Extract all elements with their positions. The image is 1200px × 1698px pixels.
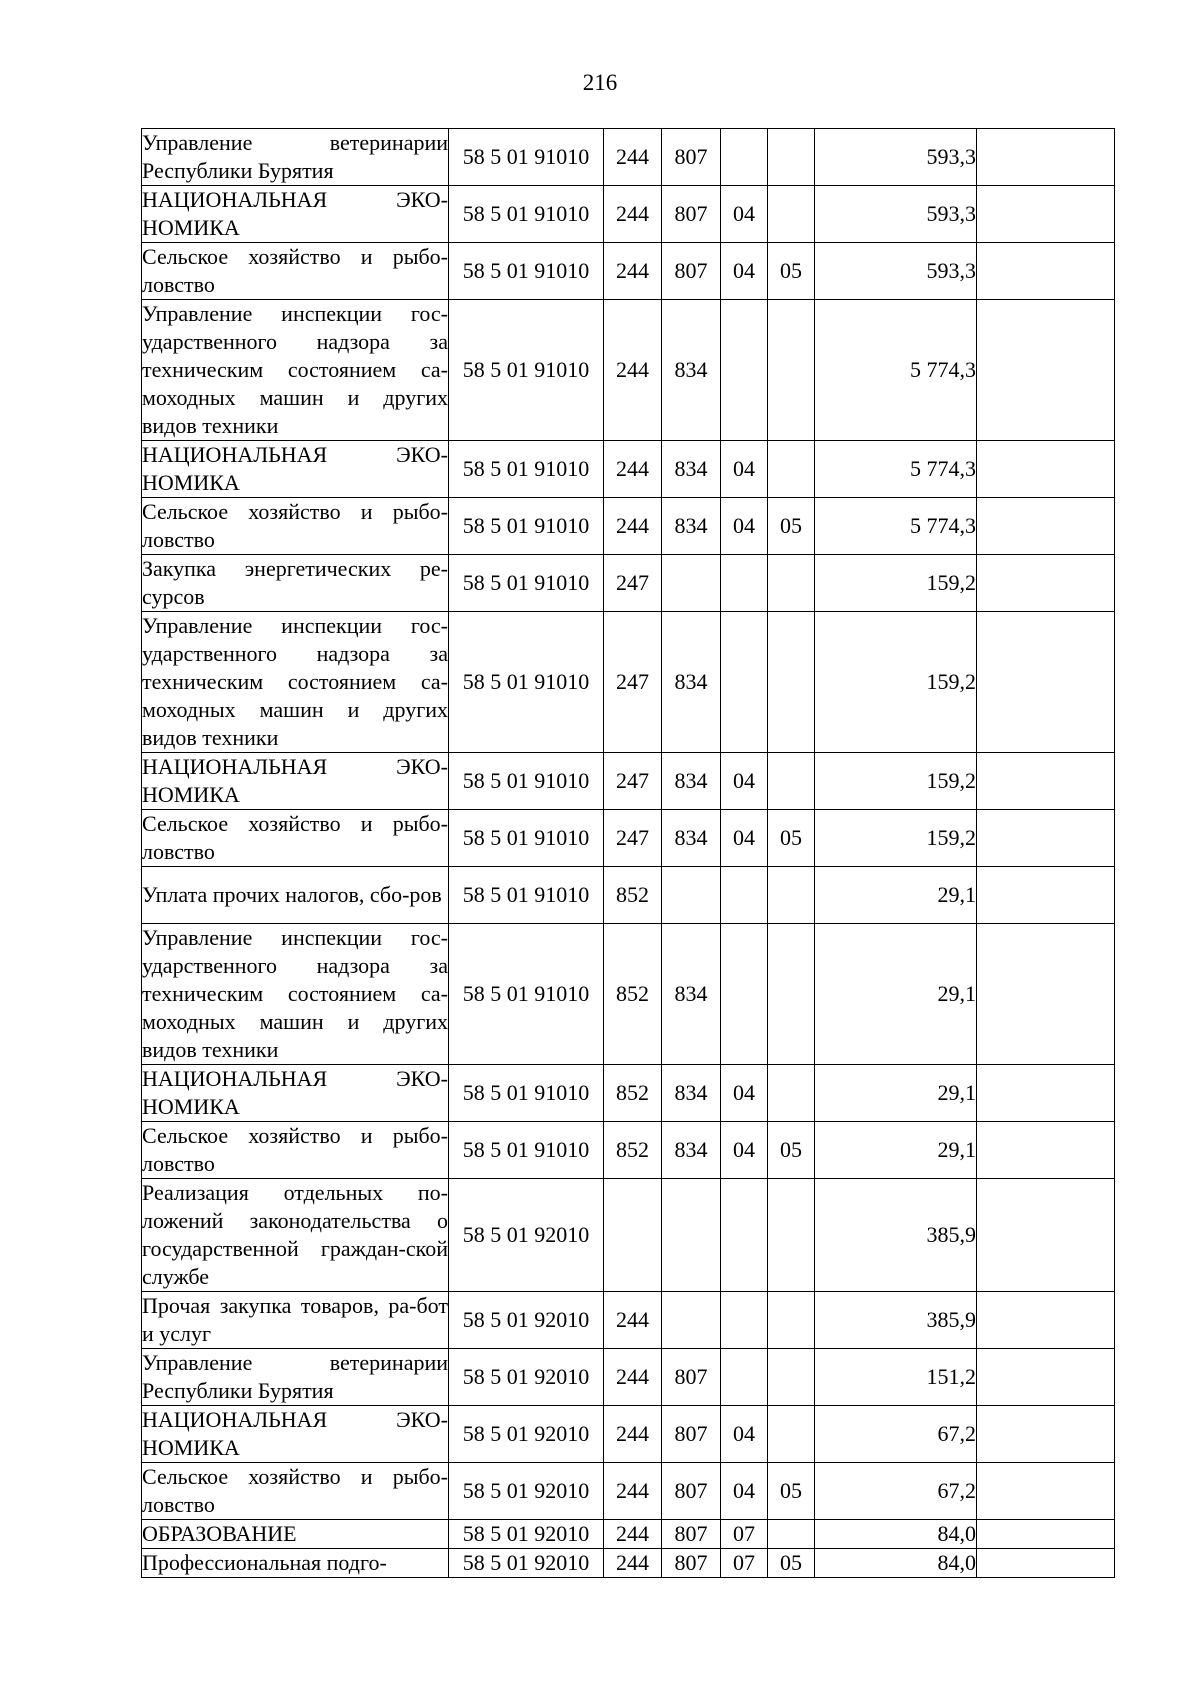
row-expense-type: 244	[604, 1463, 662, 1520]
row-empty-cell	[977, 300, 1115, 441]
row-name	[142, 129, 449, 186]
row-section	[721, 129, 768, 186]
row-section: 04	[721, 498, 768, 555]
row-name-text: Сельское хозяйство и рыбо-ловство	[142, 1123, 448, 1176]
table-row	[142, 441, 1115, 498]
row-administrator: 807	[662, 1520, 721, 1549]
table-row	[142, 810, 1115, 867]
row-amount: 84,0	[815, 1520, 977, 1549]
row-section: 04	[721, 243, 768, 300]
row-target-article: 58 5 01 91010	[449, 612, 604, 753]
row-name	[142, 810, 449, 867]
row-empty-cell	[977, 1122, 1115, 1179]
row-expense-type: 244	[604, 129, 662, 186]
row-name-text: Управление инспекции гос-ударственного надзора за техническим состоянием са-моходных машин и других видов техники	[142, 613, 448, 750]
row-subsection	[768, 186, 815, 243]
row-expense-type: 247	[604, 753, 662, 810]
row-name-text: Сельское хозяйство и рыбо-ловство	[142, 1464, 448, 1517]
row-administrator: 834	[662, 1122, 721, 1179]
row-expense-type: 244	[604, 1549, 662, 1578]
row-administrator: 807	[662, 1549, 721, 1578]
row-expense-type: 244	[604, 1520, 662, 1549]
row-name-text: НАЦИОНАЛЬНАЯ ЭКО-НОМИКА	[142, 1066, 448, 1119]
row-target-article: 58 5 01 92010	[449, 1179, 604, 1292]
row-empty-cell	[977, 612, 1115, 753]
row-subsection: 05	[768, 1549, 815, 1578]
row-subsection	[768, 1520, 815, 1549]
row-name-text: ОБРАЗОВАНИЕ	[142, 1521, 297, 1546]
row-name	[142, 1065, 449, 1122]
table-row	[142, 555, 1115, 612]
row-expense-type: 852	[604, 1065, 662, 1122]
row-name	[142, 1520, 449, 1549]
row-expense-type: 244	[604, 1292, 662, 1349]
table-row	[142, 1520, 1115, 1549]
row-subsection: 05	[768, 1122, 815, 1179]
row-target-article: 58 5 01 92010	[449, 1463, 604, 1520]
row-expense-type	[604, 1179, 662, 1292]
row-amount: 159,2	[815, 612, 977, 753]
row-section	[721, 555, 768, 612]
row-amount: 593,3	[815, 186, 977, 243]
table-row	[142, 1406, 1115, 1463]
row-name	[142, 1292, 449, 1349]
row-empty-cell	[977, 810, 1115, 867]
row-amount: 29,1	[815, 924, 977, 1065]
row-administrator	[662, 1179, 721, 1292]
row-name-text: НАЦИОНАЛЬНАЯ ЭКО-НОМИКА	[142, 1407, 448, 1460]
row-expense-type: 852	[604, 924, 662, 1065]
row-section: 04	[721, 1406, 768, 1463]
row-amount: 67,2	[815, 1463, 977, 1520]
row-section	[721, 1179, 768, 1292]
row-expense-type: 244	[604, 186, 662, 243]
row-subsection	[768, 441, 815, 498]
row-section	[721, 300, 768, 441]
row-empty-cell	[977, 129, 1115, 186]
row-subsection: 05	[768, 243, 815, 300]
row-subsection	[768, 555, 815, 612]
row-target-article: 58 5 01 92010	[449, 1349, 604, 1406]
budget-table	[141, 128, 1115, 1578]
row-expense-type: 244	[604, 1406, 662, 1463]
row-name	[142, 243, 449, 300]
row-target-article: 58 5 01 92010	[449, 1549, 604, 1578]
row-target-article: 58 5 01 91010	[449, 555, 604, 612]
table-row	[142, 1292, 1115, 1349]
table-row	[142, 1549, 1115, 1578]
row-expense-type: 852	[604, 1122, 662, 1179]
page-number: 216	[582, 70, 618, 95]
row-name	[142, 1549, 449, 1578]
row-target-article: 58 5 01 91010	[449, 867, 604, 924]
row-expense-type: 244	[604, 300, 662, 441]
row-empty-cell	[977, 867, 1115, 924]
row-empty-cell	[977, 1349, 1115, 1406]
row-amount: 84,0	[815, 1549, 977, 1578]
row-name-text: Уплата прочих налогов, сбо-ров	[142, 882, 442, 907]
row-expense-type: 244	[604, 1349, 662, 1406]
row-name-text: НАЦИОНАЛЬНАЯ ЭКО-НОМИКА	[142, 187, 448, 240]
row-section	[721, 924, 768, 1065]
row-target-article: 58 5 01 91010	[449, 129, 604, 186]
row-name	[142, 1179, 449, 1292]
row-expense-type: 244	[604, 441, 662, 498]
row-subsection	[768, 612, 815, 753]
row-administrator: 834	[662, 441, 721, 498]
row-expense-type: 244	[604, 498, 662, 555]
row-name	[142, 555, 449, 612]
row-empty-cell	[977, 441, 1115, 498]
row-name	[142, 498, 449, 555]
row-subsection	[768, 1349, 815, 1406]
row-administrator	[662, 555, 721, 612]
row-administrator: 807	[662, 186, 721, 243]
row-subsection	[768, 924, 815, 1065]
row-target-article: 58 5 01 92010	[449, 1292, 604, 1349]
row-amount: 5 774,3	[815, 300, 977, 441]
row-name-text: Управление инспекции гос-ударственного надзора за техническим состоянием са-моходных машин и других видов техники	[142, 925, 448, 1062]
row-amount: 151,2	[815, 1349, 977, 1406]
row-amount: 385,9	[815, 1292, 977, 1349]
row-section: 04	[721, 1463, 768, 1520]
row-name-text: Закупка энергетических ре-сурсов	[142, 556, 448, 609]
row-subsection	[768, 867, 815, 924]
row-empty-cell	[977, 243, 1115, 300]
row-subsection: 05	[768, 1463, 815, 1520]
row-empty-cell	[977, 1520, 1115, 1549]
table-row	[142, 1349, 1115, 1406]
table-row	[142, 129, 1115, 186]
row-name	[142, 300, 449, 441]
row-amount: 593,3	[815, 129, 977, 186]
table-row	[142, 1122, 1115, 1179]
row-section	[721, 1292, 768, 1349]
row-administrator: 807	[662, 243, 721, 300]
row-amount: 385,9	[815, 1179, 977, 1292]
row-administrator: 807	[662, 1349, 721, 1406]
row-amount: 159,2	[815, 555, 977, 612]
row-amount: 159,2	[815, 810, 977, 867]
table-row	[142, 300, 1115, 441]
row-name-text: НАЦИОНАЛЬНАЯ ЭКО-НОМИКА	[142, 754, 448, 807]
table-row	[142, 924, 1115, 1065]
row-target-article: 58 5 01 92010	[449, 1520, 604, 1549]
row-amount: 5 774,3	[815, 441, 977, 498]
row-administrator: 834	[662, 498, 721, 555]
row-section: 04	[721, 441, 768, 498]
row-target-article: 58 5 01 91010	[449, 243, 604, 300]
row-section	[721, 1349, 768, 1406]
row-empty-cell	[977, 1292, 1115, 1349]
row-section: 04	[721, 186, 768, 243]
row-amount: 29,1	[815, 1065, 977, 1122]
row-amount: 29,1	[815, 1122, 977, 1179]
row-amount: 29,1	[815, 867, 977, 924]
row-name-text: Управление ветеринарии Республики Бурятия	[142, 130, 448, 183]
row-name-text: Профессиональная подго-	[142, 1550, 387, 1575]
row-name	[142, 1122, 449, 1179]
row-name	[142, 1349, 449, 1406]
row-administrator	[662, 867, 721, 924]
row-name-text: Реализация отдельных по-ложений законодательства о государственной граждан-ской службе	[142, 1180, 448, 1289]
row-name	[142, 1463, 449, 1520]
row-name-text: Прочая закупка товаров, ра-бот и услуг	[142, 1293, 448, 1346]
row-amount: 67,2	[815, 1406, 977, 1463]
row-subsection: 05	[768, 498, 815, 555]
row-administrator: 807	[662, 129, 721, 186]
row-administrator: 834	[662, 753, 721, 810]
row-section: 07	[721, 1549, 768, 1578]
row-administrator: 834	[662, 924, 721, 1065]
row-target-article: 58 5 01 92010	[449, 1406, 604, 1463]
row-name-text: Управление ветеринарии Республики Бурятия	[142, 1350, 448, 1403]
row-name-text: Сельское хозяйство и рыбо-ловство	[142, 244, 448, 297]
row-section	[721, 867, 768, 924]
row-amount: 159,2	[815, 753, 977, 810]
row-target-article: 58 5 01 91010	[449, 1065, 604, 1122]
row-target-article: 58 5 01 91010	[449, 300, 604, 441]
row-subsection	[768, 753, 815, 810]
row-section: 07	[721, 1520, 768, 1549]
row-administrator: 807	[662, 1406, 721, 1463]
table-row	[142, 612, 1115, 753]
table-row	[142, 1065, 1115, 1122]
row-empty-cell	[977, 1065, 1115, 1122]
row-expense-type: 852	[604, 867, 662, 924]
row-empty-cell	[977, 753, 1115, 810]
row-subsection	[768, 129, 815, 186]
row-name	[142, 867, 449, 924]
row-administrator: 807	[662, 1463, 721, 1520]
row-target-article: 58 5 01 91010	[449, 186, 604, 243]
row-section: 04	[721, 810, 768, 867]
table-row	[142, 498, 1115, 555]
row-name-text: НАЦИОНАЛЬНАЯ ЭКО-НОМИКА	[142, 442, 448, 495]
row-target-article: 58 5 01 91010	[449, 810, 604, 867]
row-name	[142, 186, 449, 243]
row-section: 04	[721, 1122, 768, 1179]
row-name	[142, 924, 449, 1065]
row-subsection	[768, 1406, 815, 1463]
budget-table-body	[142, 129, 1115, 1578]
row-name	[142, 1406, 449, 1463]
row-expense-type: 247	[604, 810, 662, 867]
row-empty-cell	[977, 1179, 1115, 1292]
table-row	[142, 753, 1115, 810]
row-administrator: 834	[662, 300, 721, 441]
row-subsection: 05	[768, 810, 815, 867]
row-empty-cell	[977, 186, 1115, 243]
row-target-article: 58 5 01 91010	[449, 924, 604, 1065]
row-name-text: Сельское хозяйство и рыбо-ловство	[142, 811, 448, 864]
row-administrator: 834	[662, 612, 721, 753]
row-empty-cell	[977, 1549, 1115, 1578]
row-subsection	[768, 1292, 815, 1349]
row-administrator: 834	[662, 1065, 721, 1122]
row-name-text: Управление инспекции гос-ударственного надзора за техническим состоянием са-моходных машин и других видов техники	[142, 301, 448, 438]
table-row	[142, 243, 1115, 300]
table-row	[142, 1463, 1115, 1520]
table-row	[142, 1179, 1115, 1292]
row-empty-cell	[977, 1406, 1115, 1463]
row-expense-type: 244	[604, 243, 662, 300]
row-subsection	[768, 1179, 815, 1292]
row-empty-cell	[977, 498, 1115, 555]
row-section: 04	[721, 753, 768, 810]
row-empty-cell	[977, 1463, 1115, 1520]
row-administrator: 834	[662, 810, 721, 867]
row-name	[142, 753, 449, 810]
row-administrator	[662, 1292, 721, 1349]
row-name	[142, 612, 449, 753]
row-empty-cell	[977, 924, 1115, 1065]
row-expense-type: 247	[604, 555, 662, 612]
row-section	[721, 612, 768, 753]
row-amount: 593,3	[815, 243, 977, 300]
row-target-article: 58 5 01 91010	[449, 753, 604, 810]
row-name-text: Сельское хозяйство и рыбо-ловство	[142, 499, 448, 552]
row-subsection	[768, 300, 815, 441]
row-amount: 5 774,3	[815, 498, 977, 555]
table-row	[142, 186, 1115, 243]
row-subsection	[768, 1065, 815, 1122]
row-empty-cell	[977, 555, 1115, 612]
row-name	[142, 441, 449, 498]
row-target-article: 58 5 01 91010	[449, 1122, 604, 1179]
table-row	[142, 867, 1115, 924]
row-target-article: 58 5 01 91010	[449, 498, 604, 555]
row-expense-type: 247	[604, 612, 662, 753]
row-target-article: 58 5 01 91010	[449, 441, 604, 498]
row-section: 04	[721, 1065, 768, 1122]
